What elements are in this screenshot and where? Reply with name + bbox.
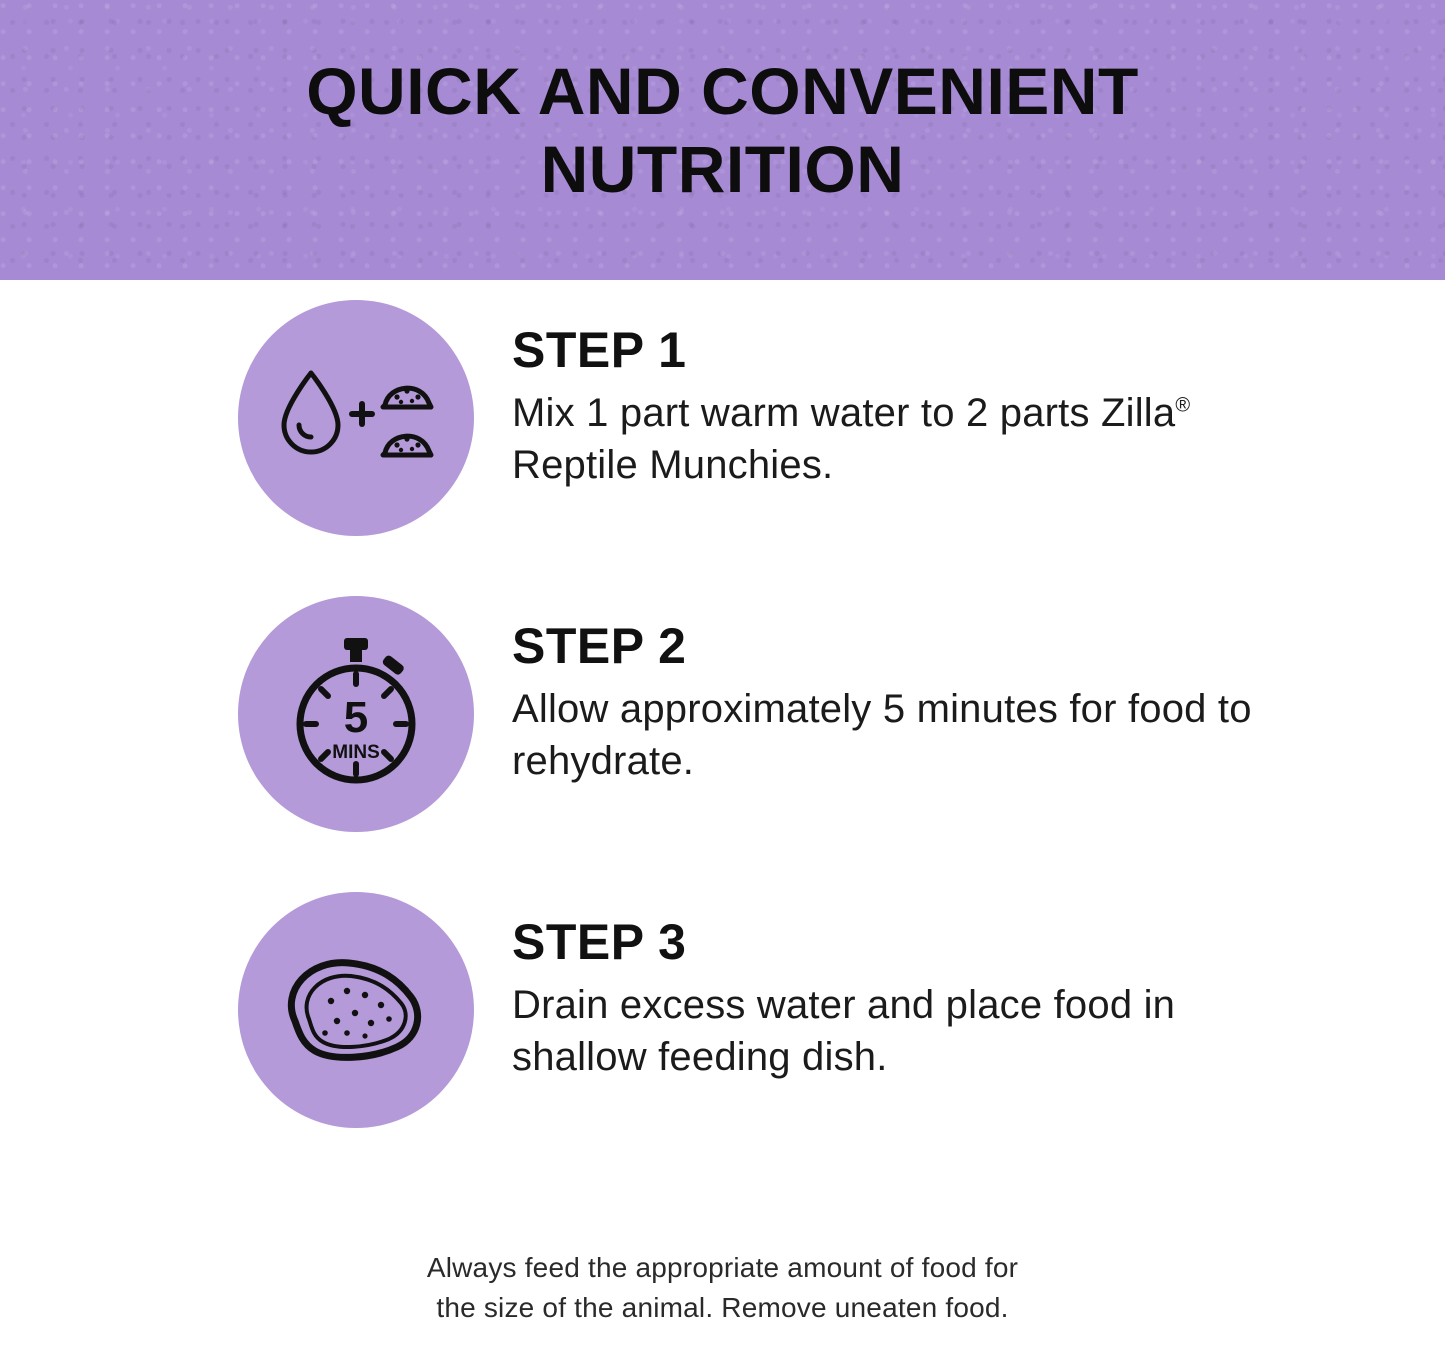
- footnote-line-1: Always feed the appropriate amount of food for: [426, 1251, 1019, 1283]
- water-drop-plus-food-icon: [271, 361, 441, 476]
- step-1-description-tail: Reptile Munchies.: [512, 442, 834, 487]
- step-3-label: STEP 3: [512, 914, 687, 970]
- step-1-text-block: [474, 300, 1252, 491]
- svg-text:MINS: MINS: [332, 741, 380, 763]
- step-1-description-main: Mix 1 part warm water to 2 parts Zilla: [512, 390, 1176, 435]
- steps-list: [0, 300, 1445, 1188]
- rehydrated-food-piece-icon: [271, 943, 441, 1078]
- list-item: [0, 892, 1445, 1128]
- page-title: QUICK AND CONVENIENT NUTRITION: [306, 54, 1139, 206]
- header-banner: [0, 0, 1445, 280]
- list-item: [0, 596, 1445, 832]
- step-1-description: [512, 387, 1252, 491]
- step-2-description: Allow approximately 5 minutes for food to rehydrate.: [512, 686, 1252, 783]
- step-3-description: Drain excess water and place food in shallow feeding dish.: [512, 982, 1176, 1079]
- list-item: [0, 300, 1445, 536]
- registered-mark: ®: [1175, 394, 1191, 417]
- step-1-icon-circle: [238, 300, 474, 536]
- step-1-label: STEP 1: [512, 322, 687, 378]
- step-3-text-block: [474, 892, 1252, 1083]
- step-3-icon-circle: [238, 892, 474, 1128]
- step-2-text-block: [474, 596, 1252, 787]
- footnote: [0, 1248, 1445, 1329]
- step-2-label: STEP 2: [512, 618, 687, 674]
- svg-text:5: 5: [343, 692, 369, 742]
- step-2-icon-circle: [238, 596, 474, 832]
- stopwatch-5-mins-icon: [276, 632, 436, 797]
- footnote-line-2: the size of the animal. Remove uneaten food.: [436, 1292, 1009, 1324]
